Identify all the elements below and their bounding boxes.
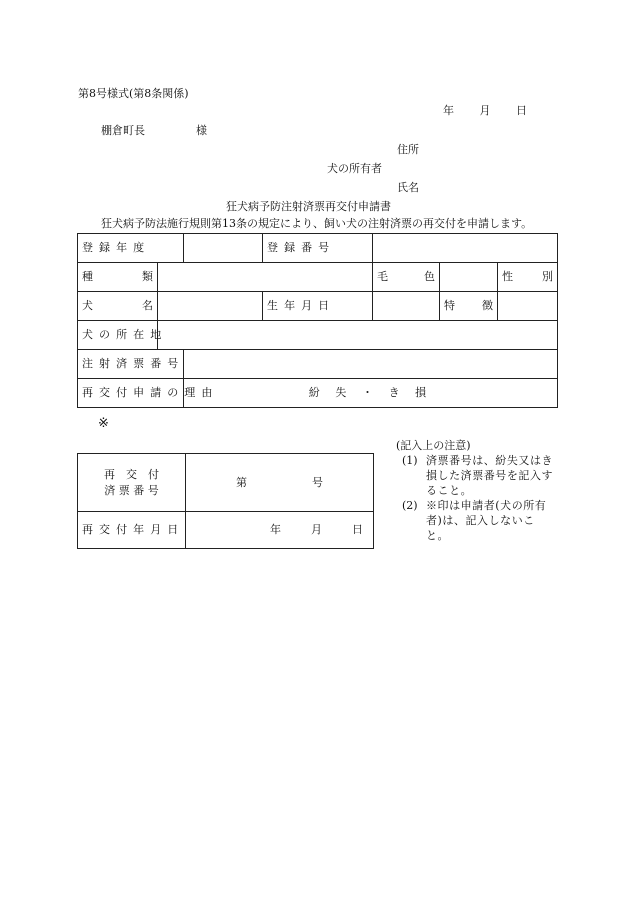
reissue-tag-label: 再 交 付 済 票 番 号	[78, 454, 186, 512]
note-item	[396, 453, 556, 498]
intro-text: 狂犬病予防法施行規則第13条の規定により、飼い犬の注射済票の再交付を申請します。	[101, 217, 533, 230]
coat-color-value[interactable]	[440, 263, 498, 292]
sex-label: 性 別	[498, 263, 558, 292]
date-line	[443, 104, 527, 118]
reason-value[interactable]: 紛 失 ・ き 損	[184, 379, 558, 408]
birth-date-label: 生年月日	[263, 292, 373, 321]
number-suffix: 号	[312, 475, 323, 489]
reissue-tag-value[interactable]	[186, 454, 374, 512]
note-text: 済票番号は、紛失又はき損した済票番号を記入すること。	[426, 454, 554, 497]
features-value[interactable]	[498, 292, 558, 321]
tag-number-label: 注射済票番号	[78, 350, 184, 379]
reason-label: 再交付申請の理由	[78, 379, 184, 408]
note-item	[396, 498, 556, 543]
date-month: 月	[479, 104, 491, 117]
dog-location-value[interactable]	[158, 321, 558, 350]
entry-notes	[396, 438, 556, 543]
registration-year-value[interactable]	[184, 234, 263, 263]
office-use-mark: ※	[98, 416, 109, 431]
reissue-date-label: 再交付年月日	[78, 512, 186, 549]
tag-number-value[interactable]	[184, 350, 558, 379]
breed-label: 種 類	[78, 263, 158, 292]
office-use-table	[77, 453, 374, 549]
features-label: 特 徴	[440, 292, 498, 321]
reissue-date-value[interactable]: 年 月 日	[186, 512, 374, 549]
date-day: 日	[516, 104, 527, 117]
coat-color-label: 毛 色	[373, 263, 440, 292]
registration-year-label: 登録年度	[78, 234, 184, 263]
note-number: (1)	[402, 454, 418, 467]
dog-name-value[interactable]	[158, 292, 263, 321]
name-label: 氏名	[397, 181, 419, 194]
owner-label: 犬の所有者	[327, 162, 382, 175]
dog-location-label: 犬の所在地	[78, 321, 158, 350]
address-label: 住所	[397, 143, 419, 156]
addressee: 棚倉町長	[101, 124, 145, 137]
registration-number-value[interactable]	[373, 234, 558, 263]
dog-name-label: 犬 名	[78, 292, 158, 321]
number-prefix: 第	[236, 475, 247, 489]
note-number: (2)	[402, 499, 418, 512]
note-text: ※印は申請者(犬の所有者)は、記入しないこと。	[426, 499, 547, 542]
application-table	[77, 233, 558, 408]
form-number: 第8号様式(第8条関係)	[78, 87, 189, 100]
addressee-honorific: 様	[196, 124, 207, 137]
notes-heading: (記入上の注意)	[396, 439, 471, 452]
date-year: 年	[443, 104, 454, 117]
birth-date-value[interactable]	[373, 292, 440, 321]
page-title: 狂犬病予防注射済票再交付申請書	[226, 200, 391, 213]
breed-value[interactable]	[158, 263, 373, 292]
registration-number-label: 登録番号	[263, 234, 373, 263]
